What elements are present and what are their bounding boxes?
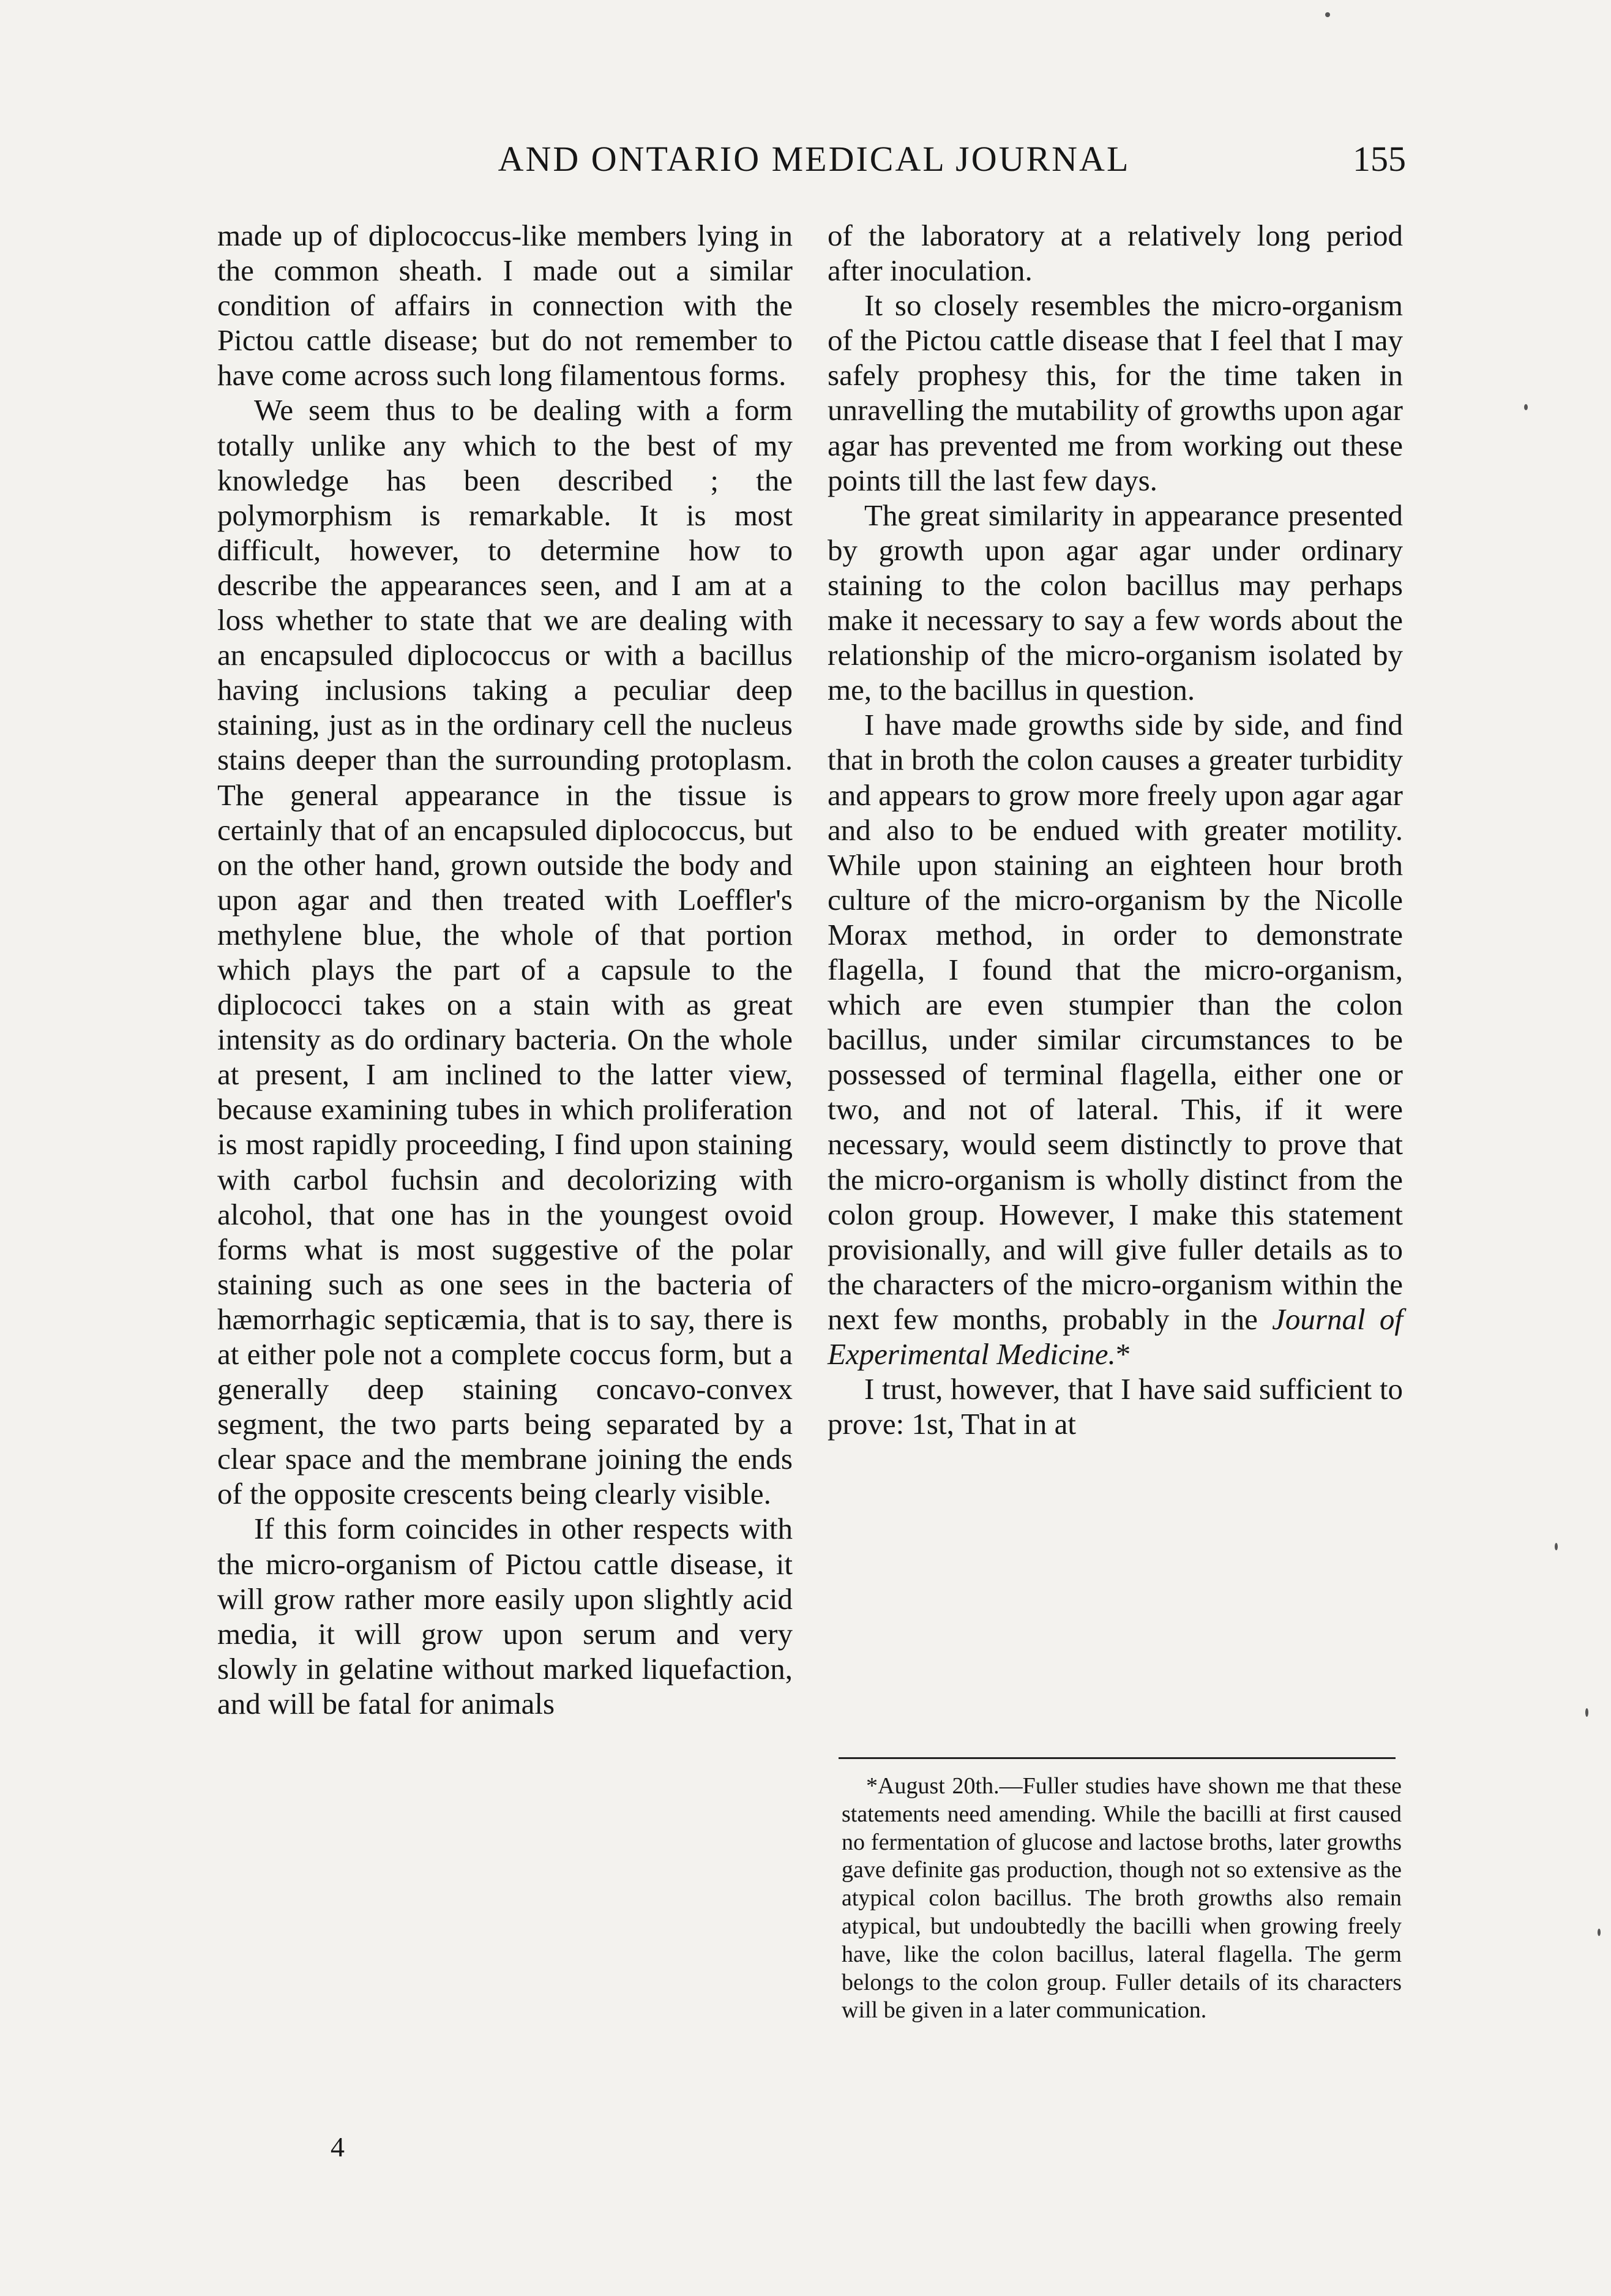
right-paragraph-1: of the laboratory at a relatively long period after inoculation.: [828, 219, 1403, 288]
left-column: [217, 218, 793, 1721]
footnote-text: *August 20th.—Fuller studies have shown me that these statements need amending. While the bacilli at first caused no fermentation of glucose and lactose broths, later growths gave definite gas production, though not so extensive as the atypical colon bacillus. The broth growths also remain atypical, but undoubtedly the bacilli when growing freely have, like the colon bacillus, lateral flagella. The germ belongs to the colon group. Fuller details of its characters will be given in a later communication.: [842, 1773, 1402, 2024]
journal-name: Journal of Experimental Medicine.: [828, 1302, 1403, 1371]
scan-speck: [1325, 12, 1330, 17]
right-paragraph-2: It so closely resembles the micro-organism of the Pictou cattle disease that I feel that I may safely prophesy this, for the time taken in unravelling the mutability of growths upon agar agar has prevented me from working out these points till the last few days.: [828, 288, 1403, 497]
right-paragraph-5: I trust, however, that I have said sufficient to prove: 1st, That in at: [828, 1372, 1403, 1441]
left-paragraph-2: We seem thus to be dealing with a form totally unlike any which to the best of my knowledge has been described ; the polymorphism is remarkable. It is most difficult, however, to determine how to describe the appearances seen, and I am at a loss whether to state that we are dealing with an encapsuled diplococcus or with a bacillus having inclusions taking a peculiar deep staining, just as in the ordinary cell the nucleus stains deeper than the surrounding protoplasm. The general appearance in the tissue is certainly that of an encapsuled diplococcus, but on the other hand, grown outside the body and upon agar and then treated with Loeffler's methylene blue, the whole of that portion which plays the part of a capsule to the diplococci takes on a stain with as great intensity as do ordinary bacteria. On the whole at present, I am inclined to the latter view, because examining tubes in which proliferation is most rapidly proceeding, I find upon staining with carbol fuchsin and decolorizing with alcohol, that one has in the youngest ovoid forms what is most suggestive of the polar staining such as one sees in the bacteria of hæmorrhagic septicæmia, that is to say, there is at either pole not a complete coccus form, but a generally deep staining concavo-convex segment, the two parts being separated by a clear space and the membrane joining the ends of the opposite crescents being clearly visible.: [217, 393, 793, 1511]
left-paragraph-3: If this form coincides in other respects with the micro-organism of Pictou cattle disease, it will grow rather more easily upon slightly acid media, it will grow upon serum and very slowly in gelatine without marked liquefaction, and will be fatal for animals: [217, 1512, 793, 1720]
scan-speck: [1524, 404, 1528, 410]
left-paragraph-1: made up of diplococcus-like members lying in the common sheath. I made out a similar condition of affairs in connection with the Pictou cattle disease; but do not remember to have come across such long filamentous forms.: [217, 219, 793, 392]
right-column: [828, 218, 1403, 1441]
scan-speck: [1598, 1929, 1601, 1936]
page-number: 155: [1353, 139, 1406, 179]
right-paragraph-4-text: I have made growths side by side, and find that in broth the colon causes a greater turbidity and appears to grow more freely upon agar agar and also to be endued with greater motility. While upon staining an eighteen hour broth culture of the micro-organism by the Nicolle Morax method, in order to demonstrate flagella, I found that the micro-organism, which are even stumpier than the colon bacillus, under similar circumstances to be possessed of terminal flagella, either one or two, and not of lateral. This, if it were necessary, would seem distinctly to prove that the micro-organism is wholly distinct from the colon group. However, I make this statement provisionally, and will give fuller details as to the characters of the micro-organism within the next few months, probably in the: [828, 708, 1403, 1336]
footnote: [842, 1773, 1402, 2025]
right-paragraph-3: The great similarity in appearance presented by growth upon agar agar under ordinary staining to the colon bacillus may perhaps make it necessary to say a few words about the relationship of the micro-organism isolated by me, to the bacillus in question.: [828, 498, 1403, 707]
signature-mark: 4: [331, 2131, 345, 2163]
right-paragraph-4: [828, 707, 1403, 1371]
footnote-marker: *: [1115, 1337, 1131, 1371]
scan-speck: [1585, 1708, 1588, 1717]
running-head: AND ONTARIO MEDICAL JOURNAL: [498, 139, 1131, 179]
footnote-divider: [839, 1757, 1396, 1759]
scan-speck: [1555, 1543, 1558, 1550]
